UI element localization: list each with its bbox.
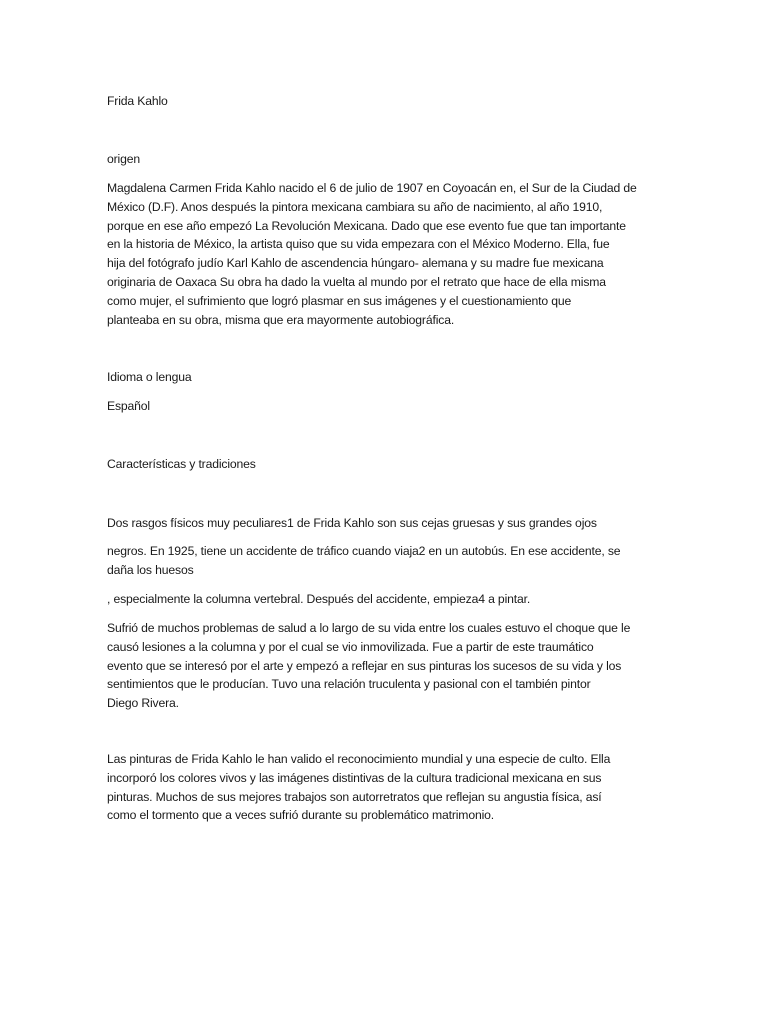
traits-heading: Características y tradiciones [107,457,256,471]
traits-paragraph-3: , especialmente la columna vertebral. Después del accidente, empieza4 a pintar. [107,592,531,606]
paragraph-line: Diego Rivera. [107,696,179,711]
paragraph-line: Sufrió de muchos problemas de salud a lo largo de su vida entre los cuales estuvo el choque que le [107,621,631,635]
paragraph-line: sentimientos que le producían. Tuvo una relación truculenta y pasional con el también pintor [107,677,591,692]
origin-heading: origen [107,152,140,166]
paragraph-line: negros. En 1925, tiene un accidente de tráfico cuando viaja2 en un autobús. En ese accidente, se [107,544,621,558]
paragraph-line: evento que se interesó por el arte y empezó a reflejar en sus pinturas los sucesos de su vida y los [107,658,622,673]
paragraph-line: como mujer, el sufrimiento que logró plasmar en sus imágenes y el cuestionamiento que [107,293,572,308]
traits-paragraph-1: Dos rasgos físicos muy peculiares1 de Frida Kahlo son sus cejas gruesas y sus grandes ojos [107,516,597,530]
language-heading: Idioma o lengua [107,370,192,384]
paragraph-line: originaria de Oaxaca Su obra ha dado la vuelta al mundo por el retrato que hace de ella misma [107,274,606,289]
language-value: Español [107,399,150,413]
paragraph-line: incorporó los colores vivos y las imágenes distintivas de la cultura tradicional mexicana en sus [107,770,602,785]
paintings-paragraph [107,750,667,825]
paragraph-line: Magdalena Carmen Frida Kahlo nacido el 6 de julio de 1907 en Coyoacán en, el Sur de la Ciudad de [107,181,637,195]
paragraph-line: hija del fotógrafo judío Karl Kahlo de ascendencia húngaro- alemana y su madre fue mexicana [107,256,604,271]
traits-paragraph-2 [107,542,667,580]
origin-paragraph [107,179,667,329]
document-title: Frida Kahlo [107,94,168,108]
paragraph-line: daña los huesos [107,562,194,577]
paragraph-line: causó lesiones a la columna y por el cual se vio inmovilizada. Fue a partir de este traumático [107,639,594,654]
paragraph-line: planteaba en su obra, misma que era mayormente autobiográfica. [107,312,455,327]
paragraph-line: porque en ese año empezó La Revolución Mexicana. Dado que ese evento fue que tan importante [107,218,626,233]
paragraph-line: México (D.F). Anos después la pintora mexicana cambiara su año de nacimiento, al año 1910, [107,199,603,214]
paragraph-line: Las pinturas de Frida Kahlo le han valido el reconocimiento mundial y una especie de culto. Ella [107,752,611,766]
health-paragraph [107,619,667,713]
paragraph-line: pinturas. Muchos de sus mejores trabajos son autorretratos que reflejan su angustia física, así [107,789,602,804]
paragraph-line: en la historia de México, la artista quiso que su vida empezara con el México Moderno. Ella, fue [107,237,610,252]
paragraph-line: como el tormento que a veces sufrió durante su problemático matrimonio. [107,808,494,823]
